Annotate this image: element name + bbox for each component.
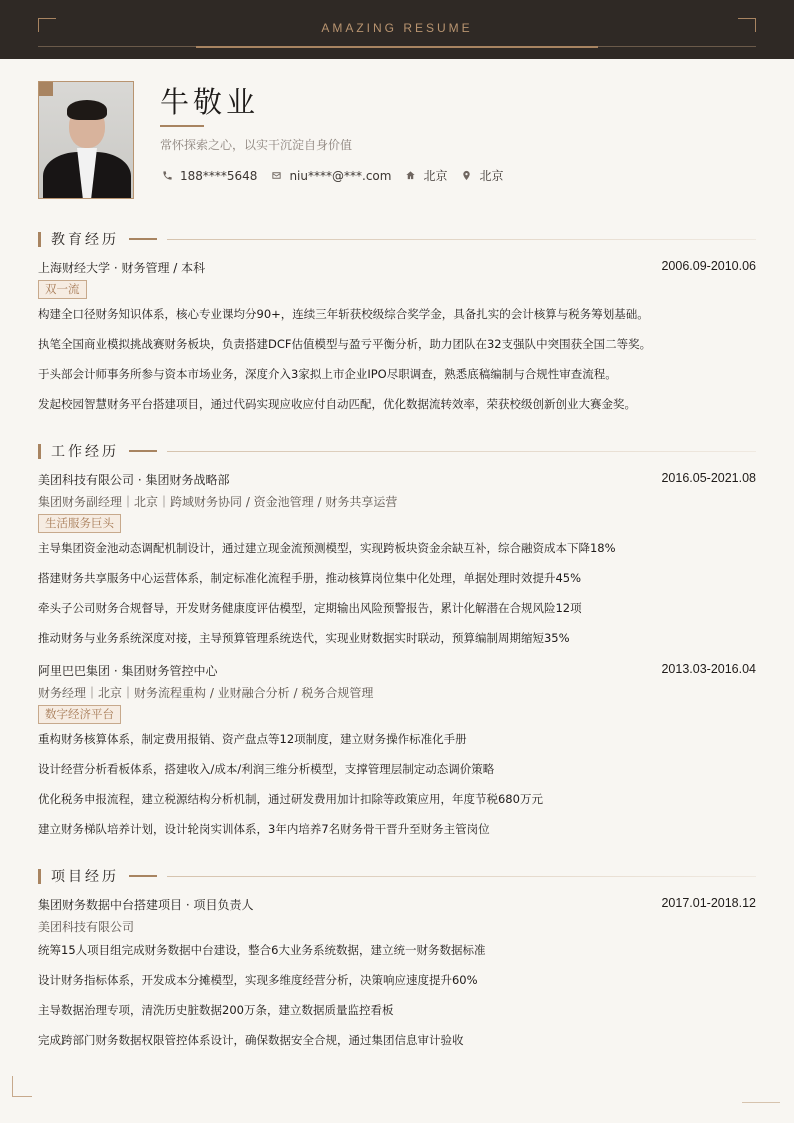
project-header [38,896,756,913]
project-title: 集团财务数据中台搭建项目 · 项目负责人 [38,898,254,912]
job-company: 美团科技有限公司 · 集团财务战略部 [38,473,230,487]
project-bullet: 设计财务指标体系，开发成本分摊模型，实现多维度经营分析，决策响应速度提升60% [38,973,478,987]
header-accent-line [196,46,598,48]
project-org: 美团科技有限公司 [38,920,135,934]
job-bullet: 牵头子公司财务合规督导，开发财务健康度评估模型，定期输出风险预警报告，累计化解潜在合规风险12项 [38,601,582,615]
location-pin-icon [459,170,473,181]
contact-location [459,167,503,184]
job-company: 阿里巴巴集团 · 集团财务管控中心 [38,664,218,678]
candidate-name: 牛敬业 [160,85,260,119]
job-role: 财务经理｜北京｜财务流程重构 / 业财融合分析 / 税务合规管理 [38,686,374,700]
home-city: 北京 [423,169,448,183]
project-bullet: 主导数据治理专项，清洗历史脏数据200万条，建立数据质量监控看板 [38,1003,394,1017]
section-title: 项目经历 [51,869,119,885]
email-address: niu****@***.com [289,168,392,183]
education-bullet: 发起校园智慧财务平台搭建项目，通过代码实现应收应付自动匹配，优化数据流转效率，荣获校级创新创业大赛金奖。 [38,397,636,411]
job-date: 2016.05-2021.08 [661,471,756,485]
section-education [38,231,756,247]
job-bullet: 建立财务梯队培养计划，设计轮岗实训体系，3年内培养7名财务骨干晋升至财务主管岗位 [38,822,490,836]
phone-number: 188****5648 [180,168,258,183]
header-bar [0,0,794,59]
candidate-motto: 常怀探索之心，以实干沉淀自身价值 [160,138,353,152]
project-bullet: 统筹15人项目组完成财务数据中台建设，整合6大业务系统数据，建立统一财务数据标准 [38,943,486,957]
job-bullet: 重构财务核算体系，制定费用报销、资产盘点等12项制度，建立财务操作标准化手册 [38,732,467,746]
job-bullet: 主导集团资金池动态调配机制设计，通过建立现金流预测模型，实现跨板块资金余缺互补，综合融资成本下降18% [38,541,616,555]
mail-icon [269,170,283,181]
name-underline [160,125,204,127]
footer-line [742,1102,780,1103]
job-role: 集团财务副经理｜北京｜跨域财务协同 / 资金池管理 / 财务共享运营 [38,495,398,509]
education-header [38,259,756,276]
contact-info [160,167,515,184]
education-date: 2006.09-2010.06 [661,259,756,273]
job-badge: 生活服务巨头 [38,514,121,533]
contact-email [269,169,391,183]
section-project [38,868,756,884]
education-bullet: 执笔全国商业模拟挑战赛财务板块，负责搭建DCF估值模型与盈亏平衡分析，助力团队在32支强队中突围获全国二等奖。 [38,337,652,351]
section-work [38,443,756,459]
job-header [38,662,756,679]
section-title: 工作经历 [51,444,119,460]
job-bullet: 设计经营分析看板体系，搭建收入/成本/利润三维分析模型，支撑管理层制定动态调价策略 [38,762,495,776]
project-bullet: 完成跨部门财务数据权限管控体系设计，确保数据安全合规，通过集团信息审计验收 [38,1033,464,1047]
job-bullet: 推动财务与业务系统深度对接，主导预算管理系统迭代，实现业财数据实时联动，预算编制周期缩短35% [38,631,570,645]
job-badge: 数字经济平台 [38,705,121,724]
job-bullet: 优化税务申报流程，建立税源结构分析机制，通过研发费用加计扣除等政策应用，年度节税680万元 [38,792,543,806]
home-icon [403,170,417,181]
profile-photo [38,81,134,199]
job-date: 2013.03-2016.04 [661,662,756,676]
section-title: 教育经历 [51,232,119,248]
school-name: 上海财经大学 · 财务管理 / 本科 [38,261,206,275]
contact-phone [160,169,257,183]
resume-brand: AMAZING RESUME [321,21,473,35]
job-bullet: 搭建财务共享服务中心运营体系，制定标准化流程手册，推动核算岗位集中化处理，单据处理时效提升45% [38,571,582,585]
phone-icon [160,170,174,181]
contact-home [403,167,447,184]
job-header [38,471,756,488]
education-bullet: 于头部会计师事务所参与资本市场业务，深度介入3家拟上市企业IPO尽职调查，熟悉底稿编制与合规性审查流程。 [38,367,617,381]
education-badge: 双一流 [38,280,87,299]
project-date: 2017.01-2018.12 [661,896,756,910]
location-city: 北京 [479,169,504,183]
education-bullet: 构建全口径财务知识体系，核心专业课均分90+，连续三年斩获校级综合奖学金，具备扎实的会计核算与税务筹划基础。 [38,307,649,321]
corner-ornament [12,1076,32,1097]
